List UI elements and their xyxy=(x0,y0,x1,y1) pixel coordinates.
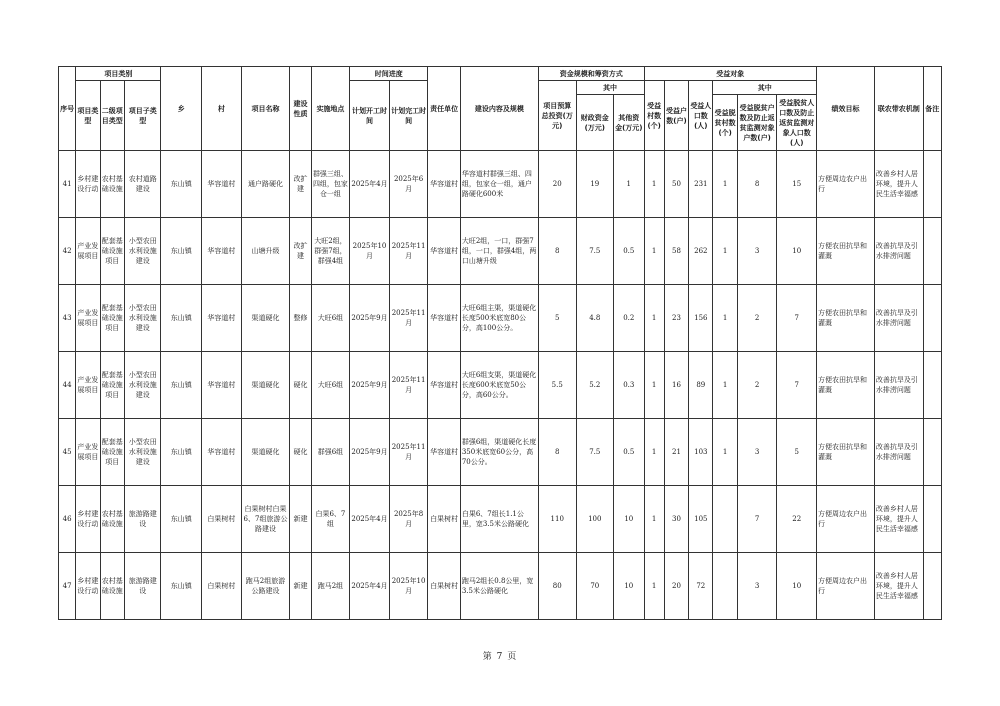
nature-cell: 硬化 xyxy=(290,352,311,419)
mechanism-cell: 改善抗旱及引水排涝问题 xyxy=(874,218,923,285)
header-benefit-sub: 其中 xyxy=(713,81,817,95)
finance-fund-cell: 5.2 xyxy=(576,352,614,419)
header-content: 建设内容及规模 xyxy=(460,67,538,151)
end-cell: 2025年11月 xyxy=(389,285,428,352)
total-investment-cell: 80 xyxy=(538,553,576,620)
header-seq: 序号 xyxy=(59,67,76,151)
poor-villages-cell xyxy=(713,553,737,620)
table-row xyxy=(59,151,942,218)
poor-households-cell: 7 xyxy=(737,486,777,553)
poor-people-cell: 10 xyxy=(777,553,817,620)
benefit-people-cell: 72 xyxy=(689,553,713,620)
poor-villages-cell: 1 xyxy=(713,151,737,218)
benefit-households-cell: 50 xyxy=(664,151,688,218)
start-cell: 2025年9月 xyxy=(350,352,390,419)
subtype-2-cell: 配套基础设施项目 xyxy=(100,285,124,352)
total-investment-cell: 8 xyxy=(538,419,576,486)
goal-cell: 方便农田抗旱和灌溉 xyxy=(817,352,875,419)
poor-households-cell: 3 xyxy=(737,553,777,620)
poor-people-cell: 7 xyxy=(777,285,817,352)
header-goal: 绩效目标 xyxy=(817,67,875,151)
benefit-villages-cell: 1 xyxy=(644,285,664,352)
site-cell: 白果6、7组 xyxy=(311,486,350,553)
benefit-people-cell: 262 xyxy=(689,218,713,285)
site-cell: 大旺2组，群强7组，群强4组 xyxy=(311,218,350,285)
poor-villages-cell xyxy=(713,486,737,553)
finance-fund-cell: 100 xyxy=(576,486,614,553)
village-cell: 华容道村 xyxy=(202,352,242,419)
nature-cell: 新建 xyxy=(290,486,311,553)
subtype-cell: 小型农田水利设施建设 xyxy=(124,218,161,285)
project-type-cell: 产业发展项目 xyxy=(76,352,100,419)
town-cell: 东山镇 xyxy=(161,486,202,553)
mechanism-cell: 改善乡村人居环境，提升人民生活幸福感 xyxy=(874,151,923,218)
mechanism-cell: 改善抗旱及引水排涝问题 xyxy=(874,352,923,419)
table-row xyxy=(59,419,942,486)
end-cell: 2025年11月 xyxy=(389,419,428,486)
poor-people-cell: 22 xyxy=(777,486,817,553)
seq-cell: 45 xyxy=(59,419,76,486)
end-cell: 2025年11月 xyxy=(389,218,428,285)
project-type-cell: 乡村建设行动 xyxy=(76,553,100,620)
table-row xyxy=(59,285,942,352)
poor-households-cell: 3 xyxy=(737,218,777,285)
remark-cell xyxy=(923,553,941,620)
header-subtype-2: 二级项目类型 xyxy=(100,81,124,151)
start-cell: 2025年9月 xyxy=(350,285,390,352)
project-name-cell: 渠道硬化 xyxy=(241,419,290,486)
benefit-households-cell: 58 xyxy=(664,218,688,285)
table-row xyxy=(59,553,942,620)
start-cell: 2025年10月 xyxy=(350,218,390,285)
poor-villages-cell: 1 xyxy=(713,352,737,419)
subtype-2-cell: 配套基础设施项目 xyxy=(100,419,124,486)
nature-cell: 新建 xyxy=(290,553,311,620)
table-row xyxy=(59,352,942,419)
poor-villages-cell: 1 xyxy=(713,285,737,352)
header-poor-households: 受益脱贫户数及防止返贫监测对象户数(户) xyxy=(737,95,777,151)
subtype-cell: 小型农田水利设施建设 xyxy=(124,419,161,486)
unit-cell: 华容道村 xyxy=(428,419,460,486)
poor-people-cell: 5 xyxy=(777,419,817,486)
subtype-cell: 小型农田水利设施建设 xyxy=(124,285,161,352)
mechanism-cell: 改善抗旱及引水排涝问题 xyxy=(874,419,923,486)
header-unit: 责任单位 xyxy=(428,67,460,151)
table-header xyxy=(59,67,942,151)
poor-households-cell: 2 xyxy=(737,285,777,352)
content-cell: 大旺2组，一口，群强7组，一口，群强4组，两口山塘升级 xyxy=(460,218,538,285)
header-nature: 建设性质 xyxy=(290,67,311,151)
seq-cell: 41 xyxy=(59,151,76,218)
goal-cell: 方便周边农户出行 xyxy=(817,151,875,218)
project-name-cell: 跑马2组旅游公路建设 xyxy=(241,553,290,620)
content-cell: 白果6、7组长1.1公里，宽3.5米公路硬化 xyxy=(460,486,538,553)
project-name-cell: 通户路硬化 xyxy=(241,151,290,218)
header-subtype: 项目子类型 xyxy=(124,81,161,151)
nature-cell: 整修 xyxy=(290,285,311,352)
content-cell: 大旺6组主渠，渠道硬化长度500米底宽80公分，高100公分。 xyxy=(460,285,538,352)
subtype-cell: 旅游路建设 xyxy=(124,553,161,620)
header-funding: 资金规模和筹资方式 xyxy=(538,67,644,81)
benefit-households-cell: 16 xyxy=(664,352,688,419)
header-fund-sub: 其中 xyxy=(576,81,644,95)
table-body xyxy=(59,151,942,620)
subtype-2-cell: 农村基础设施 xyxy=(100,486,124,553)
subtype-cell: 小型农田水利设施建设 xyxy=(124,352,161,419)
content-cell: 大旺6组支渠，渠道硬化长度600米底宽50公分，高60公分。 xyxy=(460,352,538,419)
header-remark: 备注 xyxy=(923,67,941,151)
other-fund-cell: 1 xyxy=(614,151,644,218)
poor-households-cell: 3 xyxy=(737,419,777,486)
total-investment-cell: 20 xyxy=(538,151,576,218)
goal-cell: 方便周边农户出行 xyxy=(817,553,875,620)
end-cell: 2025年11月 xyxy=(389,352,428,419)
project-type-cell: 产业发展项目 xyxy=(76,218,100,285)
mechanism-cell: 改善抗旱及引水排涝问题 xyxy=(874,285,923,352)
seq-cell: 44 xyxy=(59,352,76,419)
end-cell: 2025年10月 xyxy=(389,553,428,620)
nature-cell: 改扩建 xyxy=(290,151,311,218)
project-type-cell: 产业发展项目 xyxy=(76,285,100,352)
poor-households-cell: 8 xyxy=(737,151,777,218)
village-cell: 华容道村 xyxy=(202,151,242,218)
village-cell: 华容道村 xyxy=(202,285,242,352)
header-other: 其他资金(万元) xyxy=(614,95,644,151)
town-cell: 东山镇 xyxy=(161,285,202,352)
project-name-cell: 白果树村白果6、7组旅游公路建设 xyxy=(241,486,290,553)
subtype-cell: 农村道路建设 xyxy=(124,151,161,218)
subtype-2-cell: 农村基础设施 xyxy=(100,553,124,620)
remark-cell xyxy=(923,151,941,218)
start-cell: 2025年4月 xyxy=(350,486,390,553)
benefit-people-cell: 89 xyxy=(689,352,713,419)
benefit-people-cell: 103 xyxy=(689,419,713,486)
benefit-households-cell: 23 xyxy=(664,285,688,352)
town-cell: 东山镇 xyxy=(161,553,202,620)
benefit-households-cell: 21 xyxy=(664,419,688,486)
start-cell: 2025年4月 xyxy=(350,553,390,620)
site-cell: 群强6组 xyxy=(311,419,350,486)
village-cell: 白果树村 xyxy=(202,486,242,553)
header-site: 实施地点 xyxy=(311,67,350,151)
remark-cell xyxy=(923,218,941,285)
site-cell: 跑马2组 xyxy=(311,553,350,620)
content-cell: 跑马2组长0.8公里，宽3.5米公路硬化 xyxy=(460,553,538,620)
project-name-cell: 山塘升级 xyxy=(241,218,290,285)
project-name-cell: 渠道硬化 xyxy=(241,285,290,352)
mechanism-cell: 改善乡村人居环境，提升人民生活幸福感 xyxy=(874,553,923,620)
site-cell: 大旺6组 xyxy=(311,285,350,352)
finance-fund-cell: 7.5 xyxy=(576,218,614,285)
goal-cell: 方便农田抗旱和灌溉 xyxy=(817,218,875,285)
goal-cell: 方便农田抗旱和灌溉 xyxy=(817,285,875,352)
header-project-type: 项目类型 xyxy=(76,81,100,151)
header-end: 计划完工时间 xyxy=(389,81,428,151)
other-fund-cell: 10 xyxy=(614,486,644,553)
header-category: 项目类别 xyxy=(76,67,161,81)
table-row xyxy=(59,218,942,285)
benefit-households-cell: 20 xyxy=(664,553,688,620)
remark-cell xyxy=(923,486,941,553)
finance-fund-cell: 7.5 xyxy=(576,419,614,486)
header-benefit-people: 受益人口数(人) xyxy=(689,81,713,151)
benefit-villages-cell: 1 xyxy=(644,486,664,553)
seq-cell: 47 xyxy=(59,553,76,620)
seq-cell: 43 xyxy=(59,285,76,352)
seq-cell: 46 xyxy=(59,486,76,553)
village-cell: 白果树村 xyxy=(202,553,242,620)
town-cell: 东山镇 xyxy=(161,352,202,419)
benefit-people-cell: 105 xyxy=(689,486,713,553)
benefit-villages-cell: 1 xyxy=(644,151,664,218)
header-village: 村 xyxy=(202,67,242,151)
village-cell: 华容道村 xyxy=(202,419,242,486)
other-fund-cell: 0.2 xyxy=(614,285,644,352)
project-type-cell: 产业发展项目 xyxy=(76,419,100,486)
benefit-villages-cell: 1 xyxy=(644,218,664,285)
unit-cell: 白果树村 xyxy=(428,486,460,553)
header-mechanism: 联农带农机制 xyxy=(874,67,923,151)
start-cell: 2025年4月 xyxy=(350,151,390,218)
header-poor-villages: 受益脱贫村数(个) xyxy=(713,95,737,151)
remark-cell xyxy=(923,285,941,352)
benefit-villages-cell: 1 xyxy=(644,553,664,620)
content-cell: 群强6组，渠道硬化长度350米底宽60公分，高70公分。 xyxy=(460,419,538,486)
finance-fund-cell: 19 xyxy=(576,151,614,218)
benefit-people-cell: 231 xyxy=(689,151,713,218)
site-cell: 群强三组、四组，包家仓一组 xyxy=(311,151,350,218)
unit-cell: 华容道村 xyxy=(428,218,460,285)
poor-villages-cell: 1 xyxy=(713,419,737,486)
benefit-households-cell: 30 xyxy=(664,486,688,553)
content-cell: 华容道村群强三组、四组，包家仓一组，通户路硬化600米 xyxy=(460,151,538,218)
poor-people-cell: 7 xyxy=(777,352,817,419)
village-cell: 华容道村 xyxy=(202,218,242,285)
project-type-cell: 乡村建设行动 xyxy=(76,151,100,218)
goal-cell: 方便周边农户出行 xyxy=(817,486,875,553)
finance-fund-cell: 70 xyxy=(576,553,614,620)
poor-people-cell: 15 xyxy=(777,151,817,218)
town-cell: 东山镇 xyxy=(161,218,202,285)
poor-villages-cell: 1 xyxy=(713,218,737,285)
page-number: 第 7 页 xyxy=(482,652,518,662)
poor-people-cell: 10 xyxy=(777,218,817,285)
header-start: 计划开工时间 xyxy=(350,81,390,151)
other-fund-cell: 0.3 xyxy=(614,352,644,419)
finance-fund-cell: 4.8 xyxy=(576,285,614,352)
start-cell: 2025年9月 xyxy=(350,419,390,486)
town-cell: 东山镇 xyxy=(161,419,202,486)
header-benefit: 受益对象 xyxy=(644,67,817,81)
end-cell: 2025年6月 xyxy=(389,151,428,218)
unit-cell: 华容道村 xyxy=(428,285,460,352)
nature-cell: 硬化 xyxy=(290,419,311,486)
site-cell: 大旺6组 xyxy=(311,352,350,419)
other-fund-cell: 0.5 xyxy=(614,419,644,486)
end-cell: 2025年8月 xyxy=(389,486,428,553)
remark-cell xyxy=(923,419,941,486)
other-fund-cell: 0.5 xyxy=(614,218,644,285)
subtype-2-cell: 农村基础设施 xyxy=(100,151,124,218)
header-town: 乡 xyxy=(161,67,202,151)
nature-cell: 改扩建 xyxy=(290,218,311,285)
total-investment-cell: 5.5 xyxy=(538,352,576,419)
header-benefit-villages: 受益村数(个) xyxy=(644,81,664,151)
unit-cell: 白果树村 xyxy=(428,553,460,620)
benefit-villages-cell: 1 xyxy=(644,419,664,486)
project-type-cell: 乡村建设行动 xyxy=(76,486,100,553)
total-investment-cell: 110 xyxy=(538,486,576,553)
unit-cell: 华容道村 xyxy=(428,352,460,419)
remark-cell xyxy=(923,352,941,419)
project-table xyxy=(58,66,942,620)
header-schedule: 时间进度 xyxy=(350,67,428,81)
other-fund-cell: 10 xyxy=(614,553,644,620)
seq-cell: 42 xyxy=(59,218,76,285)
table-row xyxy=(59,486,942,553)
header-finance: 财政资金(万元) xyxy=(576,95,614,151)
goal-cell: 方便农田抗旱和灌溉 xyxy=(817,419,875,486)
poor-households-cell: 2 xyxy=(737,352,777,419)
header-total: 项目预算总投资(万元) xyxy=(538,81,576,151)
subtype-cell: 旅游路建设 xyxy=(124,486,161,553)
header-poor-people: 受益脱贫人口数及防止返贫监测对象人口数(人) xyxy=(777,95,817,151)
total-investment-cell: 8 xyxy=(538,218,576,285)
unit-cell: 华容道村 xyxy=(428,151,460,218)
header-project-name: 项目名称 xyxy=(241,67,290,151)
town-cell: 东山镇 xyxy=(161,151,202,218)
mechanism-cell: 改善乡村人居环境，提升人民生活幸福感 xyxy=(874,486,923,553)
subtype-2-cell: 配套基础设施项目 xyxy=(100,218,124,285)
benefit-villages-cell: 1 xyxy=(644,352,664,419)
total-investment-cell: 5 xyxy=(538,285,576,352)
project-name-cell: 渠道硬化 xyxy=(241,352,290,419)
subtype-2-cell: 配套基础设施项目 xyxy=(100,352,124,419)
header-benefit-households: 受益户数(户) xyxy=(664,81,688,151)
benefit-people-cell: 156 xyxy=(689,285,713,352)
